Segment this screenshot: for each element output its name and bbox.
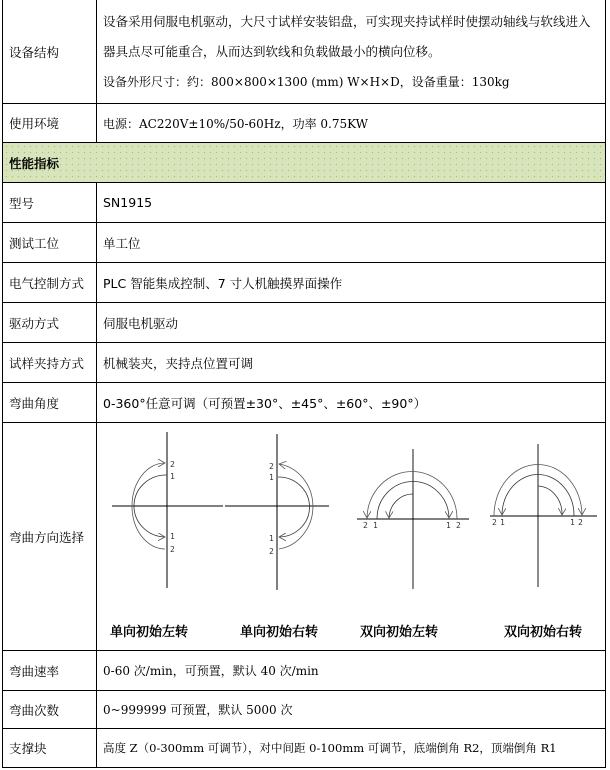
direction-diagrams <box>97 424 605 650</box>
value-environment: 电源：AC220V±10%/50-60Hz，功率 0.75KW <box>97 104 606 143</box>
mark: 1 <box>500 517 505 527</box>
value-structure <box>97 0 606 104</box>
value-station: 单工位 <box>97 223 606 263</box>
value-count: 0~999999 可预置，默认 5000 次 <box>97 691 606 729</box>
label-environment: 使用环境 <box>3 104 97 143</box>
structure-line-3: 设备外形尺寸：约：800×800×1300 (mm) W×H×D，设备重量：130kg <box>103 74 510 89</box>
row-drive <box>3 303 606 343</box>
row-control <box>3 263 606 303</box>
arc-inner <box>538 486 562 515</box>
mark: 1 <box>373 520 378 530</box>
mark: 1 <box>570 517 575 527</box>
mark: 1 <box>170 471 175 481</box>
diagram-single-left <box>112 432 223 588</box>
caption-double-right: 双向初始右转 <box>504 624 583 640</box>
value-support: 高度 Z（0-300mm 可调节），对中间距 0-100mm 可调节，底端倒角 R2，顶端倒角 R1 <box>97 729 606 768</box>
row-clamp <box>3 343 606 383</box>
arc-inner <box>389 494 413 518</box>
label-structure: 设备结构 <box>3 0 97 104</box>
row-angle <box>3 383 606 423</box>
mark: 1 <box>446 520 451 530</box>
row-support <box>3 729 606 768</box>
row-model <box>3 183 606 223</box>
caption-single-left: 单向初始左转 <box>110 624 189 640</box>
arc-outer <box>367 471 457 519</box>
mark: 1 <box>170 531 175 541</box>
value-rate: 0-60 次/min，可预置，默认 40 次/min <box>97 651 606 691</box>
row-section <box>3 143 606 183</box>
label-rate: 弯曲速率 <box>3 651 97 691</box>
value-direction <box>97 423 606 651</box>
row-rate <box>3 651 606 691</box>
label-angle: 弯曲角度 <box>3 383 97 423</box>
label-support: 支撑块 <box>3 729 97 768</box>
value-angle: 0-360°任意可调（可预置±30°、±45°、±60°、±90°） <box>97 383 606 423</box>
label-count: 弯曲次数 <box>3 691 97 729</box>
label-clamp: 试样夹持方式 <box>3 343 97 383</box>
mark: 2 <box>578 517 583 527</box>
mark: 1 <box>269 472 274 482</box>
value-model: SN1915 <box>97 183 606 223</box>
row-station <box>3 223 606 263</box>
label-station: 测试工位 <box>3 223 97 263</box>
row-environment <box>3 104 606 143</box>
label-direction: 弯曲方向选择 <box>3 423 97 651</box>
direction-diagram-svg <box>97 424 607 650</box>
mark: 2 <box>269 461 274 471</box>
diagram-double-left <box>357 449 469 589</box>
row-count <box>3 691 606 729</box>
value-control: PLC 智能集成控制、7 寸人机触摸界面操作 <box>97 263 606 303</box>
arc-inner <box>278 476 310 536</box>
spec-table <box>2 0 606 768</box>
label-model: 型号 <box>3 183 97 223</box>
structure-line-2: 器具点尽可能重合，从而达到软线和负载做最小的横向位移。 <box>103 43 441 59</box>
section-title: 性能指标 <box>3 143 606 183</box>
mark: 2 <box>269 546 274 556</box>
diagram-single-right <box>225 434 329 590</box>
mark: 2 <box>170 544 175 554</box>
value-drive: 伺服电机驱动 <box>97 303 606 343</box>
label-drive: 驱动方式 <box>3 303 97 343</box>
caption-double-left: 双向初始左转 <box>360 624 439 640</box>
value-clamp: 机械装夹，夹持点位置可调 <box>97 343 606 383</box>
mark: 2 <box>363 520 368 530</box>
row-structure <box>3 0 606 104</box>
mark: 2 <box>456 520 461 530</box>
caption-single-right: 单向初始右转 <box>240 624 319 640</box>
mark: 2 <box>170 459 175 469</box>
diagram-double-right <box>490 444 597 587</box>
row-direction <box>3 423 606 651</box>
structure-line-1: 设备采用伺服电机驱动，大尺寸试样安装铝盘，可实现夹持试样时使摆动轴线与软线进入 <box>103 13 591 29</box>
label-control: 电气控制方式 <box>3 263 97 303</box>
mark: 1 <box>269 533 274 543</box>
mark: 2 <box>492 517 497 527</box>
